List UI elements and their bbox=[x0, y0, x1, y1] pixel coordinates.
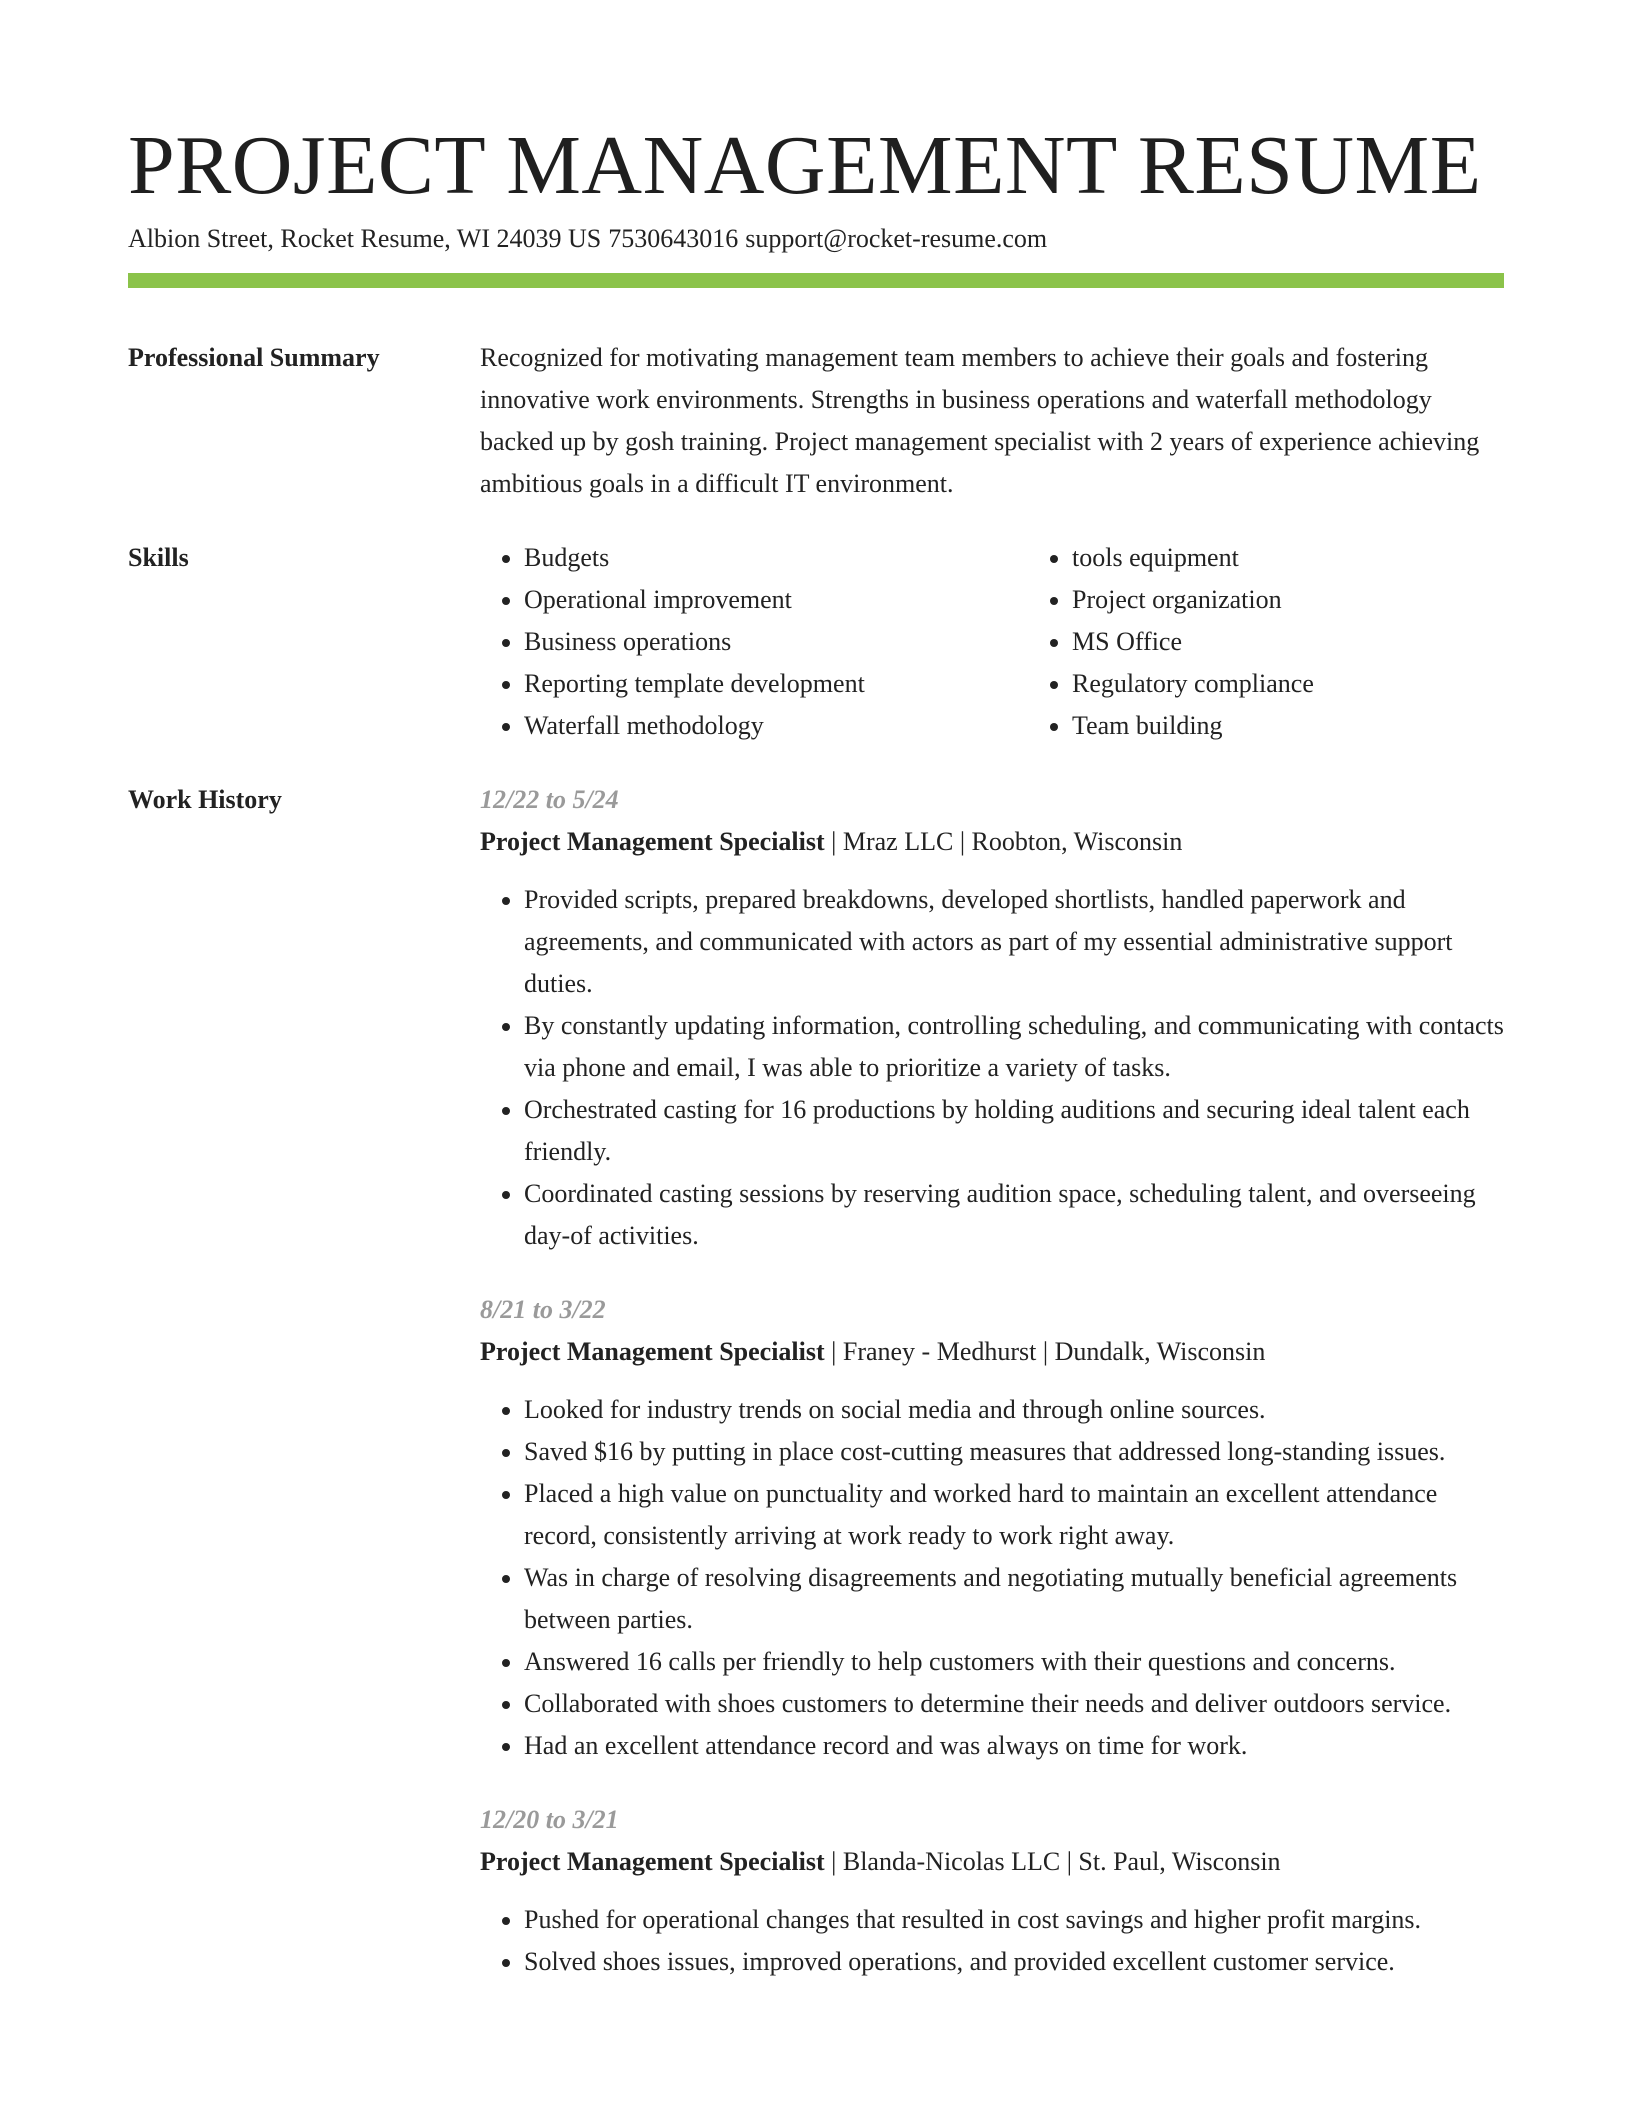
job-title: Project Management Specialist bbox=[480, 1846, 825, 1876]
section-label-skills: Skills bbox=[128, 542, 189, 572]
summary-text: Recognized for motivating management team members to achieve their goals and fostering innovative work environments. Strengths in business operations and waterfall methodology backed up by gosh training. Project management specialist with 2 years of experience achieving ambitious goals in a difficult IT environment. bbox=[480, 342, 1480, 498]
contact-line bbox=[128, 219, 1504, 259]
job-heading bbox=[480, 1331, 1504, 1373]
job-bullet: • Answered 16 calls per friendly to help customers with their questions and concerns. bbox=[524, 1641, 1504, 1683]
job-bullet: • Solved shoes issues, improved operations, and provided excellent customer service. bbox=[524, 1941, 1504, 1983]
job-bullet: • Was in charge of resolving disagreements and negotiating mutually beneficial agreements between parties. bbox=[524, 1557, 1504, 1641]
skill-item: • Waterfall methodology bbox=[524, 705, 1028, 747]
job-title: Project Management Specialist bbox=[480, 826, 825, 856]
work-history-section bbox=[128, 779, 1504, 1983]
professional-summary-section bbox=[128, 337, 1504, 505]
skills-list-left bbox=[480, 537, 1028, 747]
job-bullets bbox=[480, 1389, 1504, 1767]
skill-item: • Business operations bbox=[524, 621, 1028, 663]
contact-address: Albion Street, Rocket Resume, WI 24039 US bbox=[128, 223, 602, 253]
job-company-location: | Mraz LLC | Roobton, Wisconsin bbox=[824, 826, 1183, 856]
skill-item: • Operational improvement bbox=[524, 579, 1028, 621]
job-bullet: • Saved $16 by putting in place cost-cutting measures that addressed long-standing issues. bbox=[524, 1431, 1504, 1473]
skill-item: • Budgets bbox=[524, 537, 1028, 579]
job-entry bbox=[480, 1289, 1504, 1767]
job-bullet: • Coordinated casting sessions by reserving audition space, scheduling talent, and overseeing day-of activities. bbox=[524, 1173, 1504, 1257]
job-dates: 8/21 to 3/22 bbox=[480, 1294, 606, 1324]
job-heading bbox=[480, 821, 1504, 863]
job-heading bbox=[480, 1841, 1504, 1883]
skill-item: • Regulatory compliance bbox=[1072, 663, 1576, 705]
skill-item: • Project organization bbox=[1072, 579, 1576, 621]
job-bullet: • Pushed for operational changes that resulted in cost savings and higher profit margins. bbox=[524, 1899, 1504, 1941]
job-bullets bbox=[480, 879, 1504, 1257]
header-divider bbox=[128, 273, 1504, 288]
job-dates: 12/22 to 5/24 bbox=[480, 784, 619, 814]
skills-list-right bbox=[1028, 537, 1576, 747]
job-entry bbox=[480, 1799, 1504, 1983]
job-title: Project Management Specialist bbox=[480, 1336, 825, 1366]
job-bullets bbox=[480, 1899, 1504, 1983]
skill-item: • Reporting template development bbox=[524, 663, 1028, 705]
job-bullet: • Had an excellent attendance record and was always on time for work. bbox=[524, 1725, 1504, 1767]
job-bullet: • Provided scripts, prepared breakdowns, developed shortlists, handled paperwork and agreements, and communicated with actors as part of my essential administrative support duties. bbox=[524, 879, 1504, 1005]
job-bullet: • Looked for industry trends on social media and through online sources. bbox=[524, 1389, 1504, 1431]
job-company-location: | Franey - Medhurst | Dundalk, Wisconsin bbox=[824, 1336, 1266, 1366]
skill-item: • MS Office bbox=[1072, 621, 1576, 663]
resume-page bbox=[128, 118, 1504, 1983]
job-bullet: • Orchestrated casting for 16 productions by holding auditions and securing ideal talent each friendly. bbox=[524, 1089, 1504, 1173]
job-dates: 12/20 to 3/21 bbox=[480, 1804, 619, 1834]
contact-email: support@rocket-resume.com bbox=[745, 223, 1048, 253]
job-bullet: • By constantly updating information, controlling scheduling, and communicating with contacts via phone and email, I was able to prioritize a variety of tasks. bbox=[524, 1005, 1504, 1089]
skill-item: • Team building bbox=[1072, 705, 1576, 747]
section-label-work-history: Work History bbox=[128, 784, 282, 814]
work-history-entries bbox=[480, 779, 1504, 1983]
job-bullet: • Collaborated with shoes customers to determine their needs and deliver outdoors service. bbox=[524, 1683, 1504, 1725]
section-label-summary: Professional Summary bbox=[128, 342, 380, 372]
skills-section bbox=[128, 537, 1504, 747]
skills-columns bbox=[480, 537, 1576, 747]
resume-title: PROJECT MANAGEMENT RESUME bbox=[128, 119, 1482, 212]
job-bullet: • Placed a high value on punctuality and worked hard to maintain an excellent attendance record, consistently arriving at work ready to work right away. bbox=[524, 1473, 1504, 1557]
skill-item: • tools equipment bbox=[1072, 537, 1576, 579]
contact-phone: 7530643016 bbox=[608, 223, 739, 253]
job-entry bbox=[480, 779, 1504, 1257]
job-company-location: | Blanda-Nicolas LLC | St. Paul, Wisconsin bbox=[824, 1846, 1281, 1876]
